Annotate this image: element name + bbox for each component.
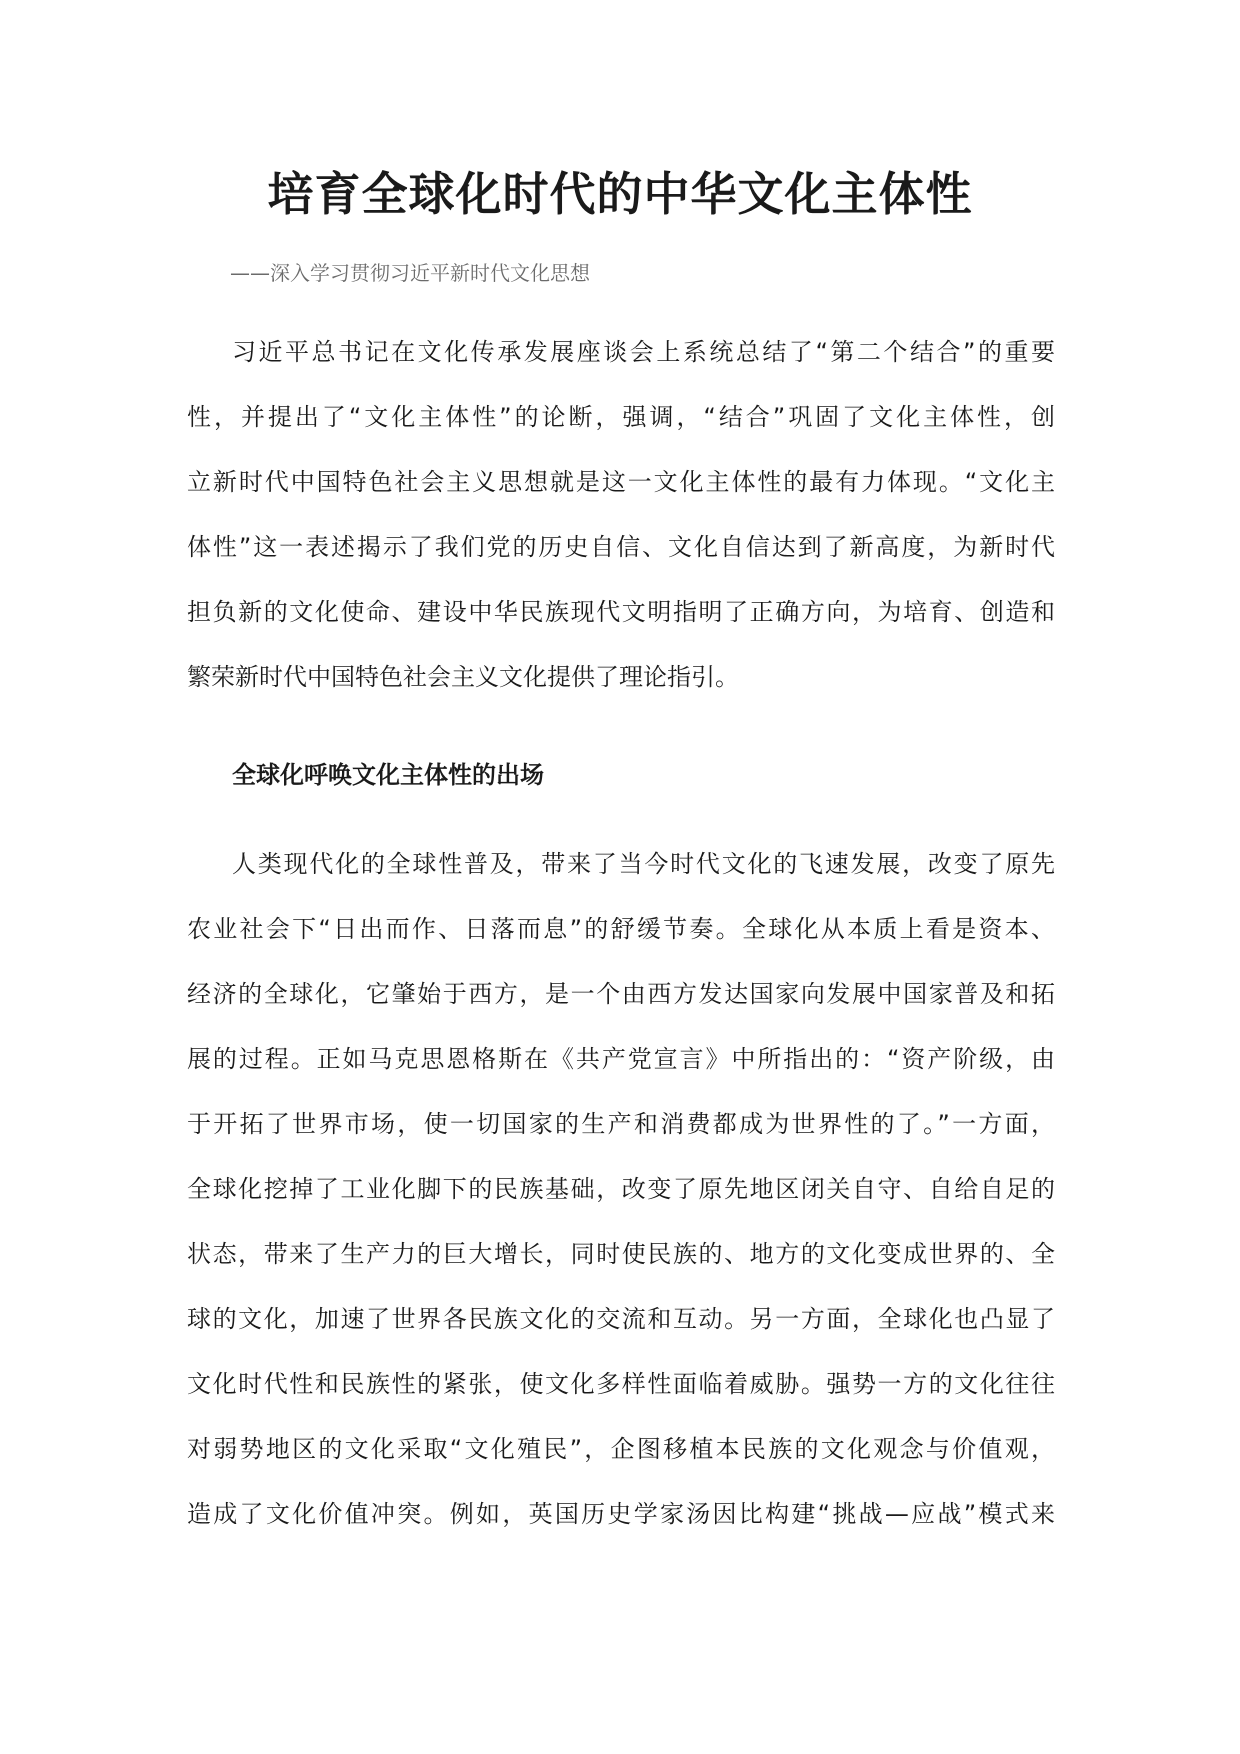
- paragraph-globalization: [187, 832, 1055, 1547]
- document-title: 培育全球化时代的中华文化主体性: [267, 167, 973, 221]
- paragraph-line: 繁荣新时代中国特色社会主义文化提供了理论指引。: [187, 663, 739, 691]
- paragraph-line: 于开拓了世界市场，使一切国家的生产和消费都成为世界性的了。”一方面，: [187, 1110, 1055, 1138]
- paragraph-line: 人类现代化的全球性普及，带来了当今时代文化的飞速发展，改变了原先: [232, 850, 1055, 878]
- paragraph-line: 农业社会下“日出而作、日落而息”的舒缓节奏。全球化从本质上看是资本、: [187, 915, 1055, 943]
- paragraph-line: 经济的全球化，它肇始于西方，是一个由西方发达国家向发展中国家普及和拓: [187, 980, 1055, 1008]
- paragraph-line: 担负新的文化使命、建设中华民族现代文明指明了正确方向，为培育、创造和: [187, 598, 1055, 626]
- paragraph-line: 展的过程。正如马克思恩格斯在《共产党宣言》中所指出的：“资产阶级，由: [187, 1045, 1055, 1073]
- document-subtitle: ——深入学习贯彻习近平新时代文化思想: [230, 261, 590, 285]
- paragraph-line: 习近平总书记在文化传承发展座谈会上系统总结了“第二个结合”的重要: [232, 338, 1055, 366]
- paragraph-line: 状态，带来了生产力的巨大增长，同时使民族的、地方的文化变成世界的、全: [187, 1240, 1055, 1268]
- paragraph-line: 立新时代中国特色社会主义思想就是这一文化主体性的最有力体现。“文化主: [187, 468, 1055, 496]
- section-heading: 全球化呼唤文化主体性的出场: [232, 761, 544, 789]
- paragraph-line: 造成了文化价值冲突。例如，英国历史学家汤因比构建“挑战—应战”模式来: [187, 1500, 1055, 1528]
- paragraph-line: 全球化挖掉了工业化脚下的民族基础，改变了原先地区闭关自守、自给自足的: [187, 1175, 1055, 1203]
- paragraph-line: 性，并提出了“文化主体性”的论断，强调，“结合”巩固了文化主体性，创: [187, 403, 1055, 431]
- paragraph-line: 球的文化，加速了世界各民族文化的交流和互动。另一方面，全球化也凸显了: [187, 1305, 1055, 1333]
- paragraph-line: 体性”这一表述揭示了我们党的历史自信、文化自信达到了新高度，为新时代: [187, 533, 1055, 561]
- paragraph-intro: [187, 320, 1055, 710]
- paragraph-line: 文化时代性和民族性的紧张，使文化多样性面临着威胁。强势一方的文化往往: [187, 1370, 1055, 1398]
- paragraph-line: 对弱势地区的文化采取“文化殖民”，企图移植本民族的文化观念与价值观，: [187, 1435, 1055, 1463]
